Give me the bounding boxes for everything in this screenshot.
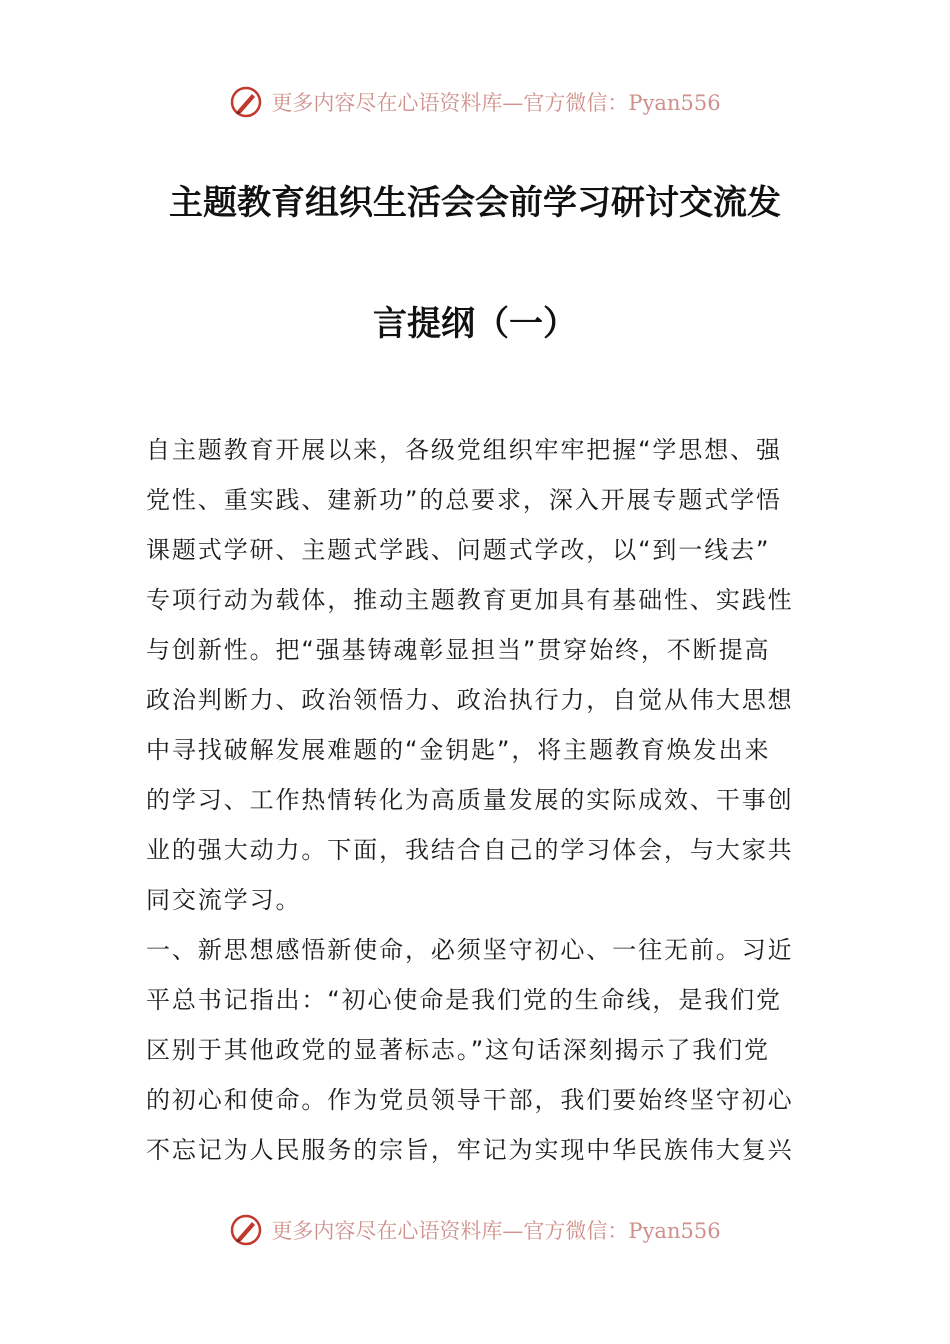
text-line: 业的强大动力。下面，我结合自己的学习体会，与大家共 — [146, 836, 794, 864]
text-line: 政治判断力、政治领悟力、政治执行力，自觉从伟大思想 — [146, 686, 794, 714]
text-line: 的初心和使命。作为党员领导干部，我们要始终坚守初心 — [146, 1086, 794, 1114]
text-line: 自主题教育开展以来，各级党组织牢牢把握“学思想、强 — [146, 436, 782, 464]
text-line: 平总书记指出：“初心使命是我们党的生命线，是我们党 — [146, 986, 782, 1014]
text-line: 的学习、工作热情转化为高质量发展的实际成效、干事创 — [146, 786, 794, 814]
page-title-line-1: 主题教育组织生活会会前学习研讨交流发 — [169, 183, 781, 223]
text-line: 同交流学习。 — [146, 886, 302, 914]
body-paragraphs — [146, 432, 810, 1182]
text-line: 与创新性。把“强基铸魂彰显担当”贯穿始终，不断提高 — [146, 636, 771, 664]
watermark-bottom — [0, 1210, 950, 1250]
text-line: 课题式学研、主题式学践、问题式学改，以“到一线去” — [146, 536, 771, 564]
pen-circle-logo-icon — [229, 85, 263, 119]
text-line: 不忘记为人民服务的宗旨，牢记为实现中华民族伟大复兴 — [146, 1136, 794, 1164]
text-line: 一、新思想感悟新使命，必须坚守初心、一往无前。习近 — [146, 936, 794, 964]
text-line: 党性、重实践、建新功”的总要求，深入开展专题式学悟 — [146, 486, 782, 514]
watermark-text: 更多内容尽在心语资料库—官方微信：Pyan556 — [271, 91, 721, 115]
watermark-text: 更多内容尽在心语资料库—官方微信：Pyan556 — [271, 1219, 721, 1243]
text-line: 区别于其他政党的显著标志。”这句话深刻揭示了我们党 — [146, 1036, 770, 1064]
page-title-line-2: 言提纲（一） — [373, 304, 577, 344]
watermark-top — [0, 82, 950, 122]
pen-circle-logo-icon — [229, 1213, 263, 1247]
text-line: 中寻找破解发展难题的“金钥匙”，将主题教育焕发出来 — [146, 736, 771, 764]
text-line: 专项行动为载体，推动主题教育更加具有基础性、实践性 — [146, 586, 794, 614]
